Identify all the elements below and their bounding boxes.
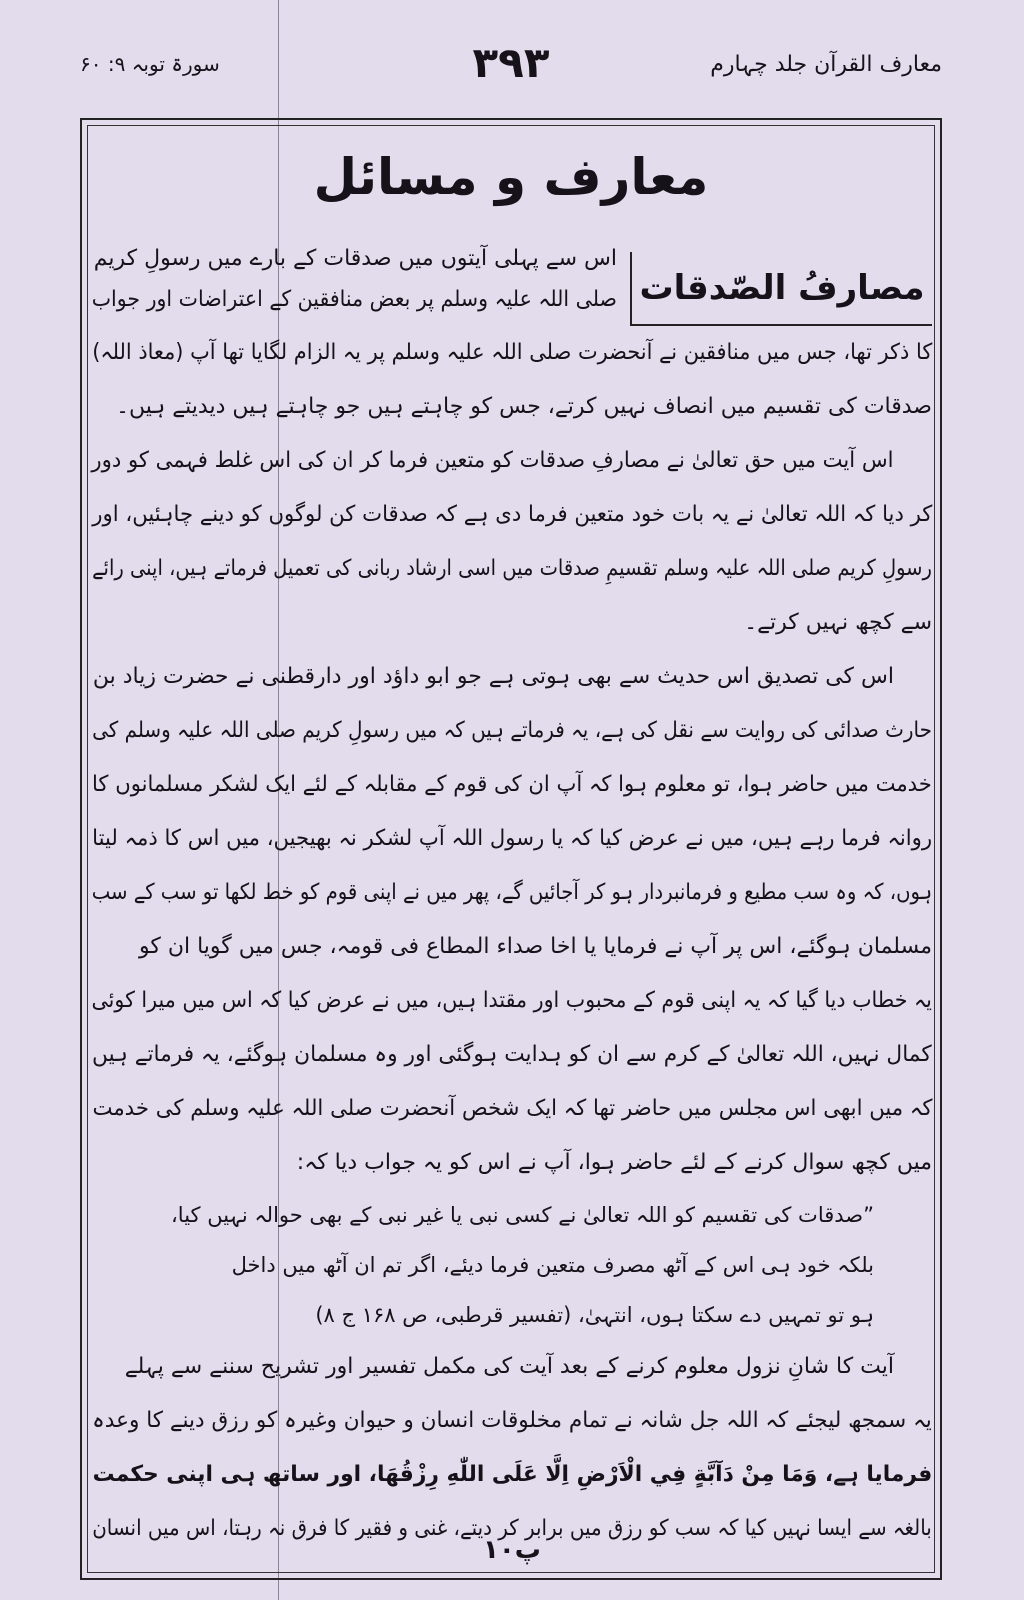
page-number: ۳۹۳	[472, 38, 550, 87]
text-line: بالغہ سے ایسا نہیں کیا کہ سب کو رزق میں برابر کر دیتے، غنی و فقیر کا فرق نہ رہتا، اس میں انسان	[92, 1516, 932, 1541]
book-title: معارف القرآن جلد چہارم	[710, 52, 942, 77]
text-line: کا ذکر تھا، جس میں منافقین نے آنحضرت صلی اللہ علیہ وسلم پر یہ الزام لگایا تھا آپ (معاذ اللہ)	[91, 340, 932, 365]
page-header	[80, 40, 942, 95]
text-line: سے کچھ نہیں کرتے۔	[744, 610, 932, 635]
text-line: رسولِ کریم صلی اللہ علیہ وسلم تقسیمِ صدقات میں اسی ارشاد ربانی کی تعمیل فرماتے ہیں، اپنی رائے	[92, 556, 932, 581]
footer-mark: ۱۰پ	[483, 1535, 541, 1565]
text-line: اس سے پہلی آیتوں میں صدقات کے بارے میں رسولِ کریم	[93, 246, 617, 271]
side-heading: مصارفُ الصّدقات	[639, 268, 925, 308]
text-line: کمال نہیں، اللہ تعالیٰ کے کرم سے ان کو ہدایت ہوگئی اور وہ مسلمان ہوگئے، یہ فرماتے ہیں	[92, 1042, 932, 1067]
side-heading-box	[630, 252, 932, 326]
quote-line: ”صدقات کی تقسیم کو اللہ تعالیٰ نے کسی نبی یا غیر نبی کے بھی حوالہ نہیں کیا،	[171, 1203, 874, 1227]
text-line: فرمایا ہے، وَمَا مِنْ دَآبَّةٍ فِي الْاَرْضِ اِلَّا عَلَى اللّٰهِ رِزْقُهَا، اور ساتھ ہی اپنی حکمت	[92, 1462, 932, 1487]
text-line: یہ سمجھ لیجئے کہ اللہ جل شانہ نے تمام مخلوقات انسان و حیوان وغیرہ کو رزق دینے کا وعدہ	[92, 1408, 932, 1433]
surah-reference: سورۃ توبہ ۹: ۶۰	[80, 52, 220, 76]
text-line: میں کچھ سوال کرنے کے لئے حاضر ہوا، آپ نے اس کو یہ جواب دیا کہ:	[296, 1150, 932, 1175]
text-line: کہ میں ابھی اس مجلس میں حاضر تھا کہ ایک شخص آنحضرت صلی اللہ علیہ وسلم کی خدمت	[91, 1096, 932, 1121]
text-line: خدمت میں حاضر ہوا، تو معلوم ہوا کہ آپ ان کی قوم کے مقابلہ کے لئے ایک لشکر مسلمانوں کا	[92, 772, 932, 797]
text-line: اس کی تصدیق اس حدیث سے بھی ہوتی ہے جو ابو داؤد اور دارقطنی نے حضرت زیاد بن	[92, 664, 894, 689]
text-line: آیت کا شانِ نزول معلوم کرنے کے بعد آیت کی مکمل تفسیر اور تشریح سننے سے پہلے	[124, 1354, 894, 1379]
text-line: روانہ فرما رہے ہیں، میں نے عرض کیا کہ یا رسول اللہ آپ لشکر نہ بھیجیں، میں اس کا ذمہ لیتا	[92, 826, 932, 851]
text-line: صلی اللہ علیہ وسلم پر بعض منافقین کے اعتراضات اور جواب	[91, 287, 617, 312]
text-line: حارث صدائی کی روایت سے نقل کی ہے، یہ فرماتے ہیں کہ میں رسولِ کریم صلی اللہ علیہ وسلم کی	[92, 718, 932, 743]
quote-line: بلکہ خود ہی اس کے آٹھ مصرف متعین فرما دیئے، اگر تم ان آٹھ میں داخل	[231, 1253, 874, 1277]
section-title: معارف و مسائل	[313, 148, 709, 206]
text-line: ہوں، کہ وہ سب مطیع و فرمانبردار ہو کر آجائیں گے، پھر میں نے اپنی قوم کو خط لکھا تو سب کے سب	[91, 880, 932, 905]
text-line: مسلمان ہوگئے، اس پر آپ نے فرمایا یا اخا صداء المطاع فی قومہ، جس میں گویا ان کو	[139, 934, 932, 959]
text-line: کر دیا کہ اللہ تعالیٰ نے یہ بات خود متعین فرما دی ہے کہ صدقات کن لوگوں کو دینے چاہئیں، اور	[91, 502, 932, 527]
quote-line: ہو تو تمہیں دے سکتا ہوں، انتہیٰ، (تفسیر قرطبی، ص ۱۶۸ ج ۸)	[315, 1303, 874, 1327]
text-line: صدقات کی تقسیم میں انصاف نہیں کرتے، جس کو چاہتے ہیں جو چاہتے ہیں دیدیتے ہیں۔	[116, 394, 932, 419]
text-line: اس آیت میں حق تعالیٰ نے مصارفِ صدقات کو متعین فرما کر ان کی اس غلط فہمی کو دور	[91, 448, 894, 473]
text-line: یہ خطاب دیا گیا کہ یہ اپنی قوم کے محبوب اور مقتدا ہیں، میں نے عرض کیا کہ اس میں میرا کوئی	[91, 988, 932, 1013]
